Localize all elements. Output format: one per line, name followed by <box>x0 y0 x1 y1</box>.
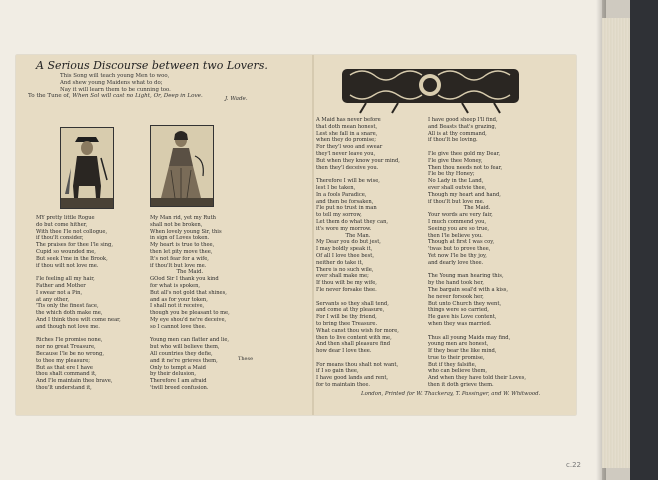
verse-line: I much commend you, <box>428 218 487 225</box>
verse-line: if thou'lt but love me. <box>428 198 485 205</box>
verse-line: by the hand took her, <box>428 280 484 287</box>
verse-line: to tell my sorrow, <box>316 212 362 219</box>
verse-line: But unto Church they went, <box>428 300 502 307</box>
verse-line: MY pretty little Rogue <box>36 215 95 221</box>
verse-line: Riches I'le promise none, <box>36 337 103 344</box>
shelf-mark: c.22 <box>566 461 581 469</box>
verse-line: if thou wilt not love me. <box>36 262 99 269</box>
verse-line: and then be forsaken, <box>316 198 374 205</box>
verse-line: Because I'le be no wrong, <box>36 350 104 357</box>
verse-line: 'twill breed confusion. <box>150 384 209 391</box>
verse-line: Then thou needs not to fear, <box>428 164 503 171</box>
verse-line: My heart is true to thee, <box>150 242 215 249</box>
verse-line <box>428 328 526 335</box>
verse-line: I have good sheep I'll find, <box>428 117 498 123</box>
tune-name: When Sol will cast no Light, Or, Deep in Love. <box>72 93 203 99</box>
verse-line: I'le give thee gold my Dear, <box>428 150 501 157</box>
verse-line: No Lady in the Land, <box>428 178 484 185</box>
verse-line: For means thou shalt not want, <box>316 361 399 368</box>
verse-line: What canst thou wish for more, <box>316 327 399 334</box>
verse-line: nor no great Treasure, <box>36 344 96 351</box>
verse-line: Young men can flatter and lie, <box>150 337 230 344</box>
catchword: These <box>238 356 254 362</box>
verse-line: Though at first I was coy, <box>428 239 495 246</box>
woodcut-maid <box>150 125 214 207</box>
verse-line: But seek I'me in the Brook, <box>36 255 108 262</box>
verse-line: thou shalt command it, <box>36 371 97 378</box>
verse-line: I'le feeling all my hair, <box>36 276 95 283</box>
verse-line: Servants so they shall tend, <box>316 300 389 307</box>
verse-line <box>150 331 230 338</box>
verse-line: things were so carried, <box>428 307 489 314</box>
verse-column-4 <box>428 117 526 389</box>
verse-line <box>316 355 400 362</box>
verse-column-1 <box>36 215 121 392</box>
author: J. Wade. <box>225 96 248 102</box>
verse-line: who can believe them, <box>428 368 488 375</box>
verse-line: young men are honest, <box>428 341 489 348</box>
subtitle-line: This Song will teach young Men to woo, <box>60 73 170 79</box>
verse-column-3 <box>316 117 400 389</box>
verse-line: then it doth grieve them. <box>428 382 494 389</box>
verse-line: It's not fear for a wife, <box>150 255 209 262</box>
verse-line: to thee my pleasure; <box>36 357 91 364</box>
verse-line: I swear not a Pin, <box>36 289 83 296</box>
verse-line: they'l never leave you, <box>316 150 376 157</box>
verse-line: Lest she fall in a snare, <box>316 130 378 137</box>
verse-line: lest I be taken, <box>316 184 356 191</box>
verse-line: then they'l deceive you. <box>316 164 379 171</box>
verse-line: do but come hither, <box>36 221 88 228</box>
verse-line: My eye shou'd ne're deceive, <box>150 316 227 323</box>
verse-line: Therefore I am afraid <box>150 378 207 385</box>
verse-line: Though my heart and hand, <box>428 191 501 198</box>
verse-line: I have good lands and rent, <box>316 375 389 382</box>
ballad-title: A Serious Discourse between two Lovers. <box>36 59 268 72</box>
verse-line: at any other, <box>36 296 70 303</box>
verse-line: And I'le maintain thee brave, <box>36 378 113 385</box>
verse-line: and it ne're grieves them, <box>150 357 218 364</box>
verse-line: Father and Mother <box>36 282 86 289</box>
verse-line: All countries they defie, <box>150 350 213 357</box>
verse-line: and dearly love thee. <box>428 259 484 266</box>
verse-line: But as that ere I have <box>36 364 93 371</box>
verse-line: The bargain seal'd with a kiss, <box>428 286 509 293</box>
verse-line: Seeing you are so true, <box>428 225 490 232</box>
verse-line: But when they know your mind, <box>316 157 400 164</box>
verse-line: The Young man hearing this, <box>428 273 504 280</box>
verse-line: And when they have told their Loves, <box>428 375 527 382</box>
verse-line <box>316 294 400 301</box>
verse-line: Let them do what they can, <box>316 218 389 225</box>
verse-line: Thus all young Maids may find, <box>428 334 511 341</box>
verse-line: If they bear the like mind, <box>428 348 497 355</box>
verse-line: if thou'lt be loving. <box>428 137 478 144</box>
verse-line: by their delusion, <box>150 371 197 378</box>
verse-line: that doth mean honest, <box>316 123 378 130</box>
tune-prefix: To the Tune of, <box>28 93 71 99</box>
verse-line: then to live content with me, <box>316 334 392 341</box>
broadside-sheet <box>16 55 576 415</box>
verse-line: and though not love me. <box>36 323 100 330</box>
verse-line: then I'le believe you. <box>428 232 483 239</box>
verse-line: 'twas but to prove thee, <box>428 246 491 253</box>
verse-line: shall not be broken, <box>150 221 203 228</box>
imprint: London, Printed for W. Thackeray, T. Passinger, and W. Whitwood. <box>361 391 541 397</box>
verse-line: the which doth make me, <box>36 310 103 317</box>
verse-line: GOod Sir I thank you kind <box>150 276 219 283</box>
verse-line: neither do take it, <box>316 259 364 266</box>
verse-line: A Maid has never before <box>316 117 381 123</box>
subtitle-line: Nay it will learn them to be cunning too. <box>60 87 171 93</box>
verse-line: There is no such wile, <box>316 266 374 273</box>
verse-line: when they do promise; <box>316 137 376 144</box>
verse-line: and come at thy pleasure, <box>316 307 385 314</box>
verse-line: in sign of Loves token. <box>150 235 210 242</box>
sheet-fold <box>312 55 314 415</box>
verse-line <box>36 331 121 338</box>
verse-line: And I think thou wilt come near, <box>36 316 121 323</box>
verse-line: I may boldly speak it, <box>316 246 373 253</box>
verse-line: Therefore I will be wise, <box>316 178 380 185</box>
verse-line: The praises for thee I'le sing, <box>36 242 113 249</box>
tune-line <box>28 93 203 99</box>
verse-line: how dear I love thee. <box>316 348 372 355</box>
verse-line: it's wore my morrow. <box>316 225 372 232</box>
verse-line: The Maid. <box>176 269 204 276</box>
verse-line: so I cannot love thee. <box>150 323 207 330</box>
verse-line: I'le give thee Money, <box>428 157 483 164</box>
verse-column-2 <box>150 215 230 392</box>
book-cover <box>630 0 658 480</box>
verse-line <box>428 267 526 274</box>
verse-line: I shall not it receive, <box>150 303 205 310</box>
verse-line: Of all I love thee best, <box>316 252 375 259</box>
verse-line: for to maintain thee. <box>316 382 371 389</box>
verse-line: for what is spoken, <box>150 282 201 289</box>
verse-line: The Man. <box>345 232 371 239</box>
verse-line: thou'lt understand it, <box>36 384 92 391</box>
verse-line: and Beasts that's grazing, <box>428 123 497 130</box>
verse-line: ever shall outvie thee, <box>428 184 487 191</box>
verse-line: to bring thee Treasure. <box>316 320 378 327</box>
ornamental-headpiece <box>338 63 523 115</box>
verse-line: I'le never forsake thee. <box>316 286 377 293</box>
subtitle-line: And shew young Maidens what to do; <box>60 80 163 86</box>
verse-line: When lovely young Sir, this <box>150 228 222 235</box>
verse-line: I'le put no trust in man <box>316 205 377 212</box>
verse-line: My Dear you do but jest, <box>316 239 381 246</box>
verse-line: For they'l woo and swear <box>316 144 383 151</box>
verse-line <box>36 269 121 276</box>
verse-line: But if they falsifie, <box>428 361 477 368</box>
verse-line: but who will believe them, <box>150 344 220 351</box>
verse-line: The Maid. <box>463 205 491 212</box>
verse-line: ever shall make me; <box>316 273 369 280</box>
verse-line: If thou wilt be my wife, <box>316 280 377 287</box>
verse-line: And then shall pleasure find <box>316 341 391 348</box>
verse-line: if thou'lt consider, <box>36 235 84 242</box>
verse-line: For I will be thy friend, <box>316 314 377 321</box>
verse-line: Your words are very fair, <box>428 212 493 219</box>
verse-line: I'le be thy Honey; <box>428 171 475 178</box>
verse-line <box>428 144 526 151</box>
verse-line: though you be pleasant to me, <box>150 310 230 317</box>
woodcut-man <box>60 127 114 209</box>
verse-line: true to their promise, <box>428 354 485 361</box>
verse-line: He gave his Love content, <box>428 314 497 321</box>
verse-line: My Man rid, yet my Ruth <box>150 215 216 221</box>
verse-line: if I so gain thee, <box>316 368 359 375</box>
verse-line: Yet now I'le be thy joy, <box>428 252 487 259</box>
verse-line: then let pity move thee, <box>150 248 213 255</box>
verse-line <box>316 171 400 178</box>
verse-line: All is at thy command, <box>428 130 487 137</box>
verse-line: he never forsook her, <box>428 293 484 300</box>
verse-line: Only to tempt a Maid <box>150 364 206 371</box>
verse-line: Cupid so wounded me, <box>36 248 96 255</box>
verse-line: In a fools Paradice, <box>316 191 367 198</box>
verse-line: 'Tis only the finest face, <box>36 303 99 310</box>
verse-line: if thou'lt but love me. <box>150 262 207 269</box>
verse-line: With thee I'le not collogue, <box>36 228 108 235</box>
verse-line: when they was married. <box>428 320 492 327</box>
verse-line: and as for your token, <box>150 296 208 303</box>
verse-line: But all's not gold that shines, <box>150 289 227 296</box>
